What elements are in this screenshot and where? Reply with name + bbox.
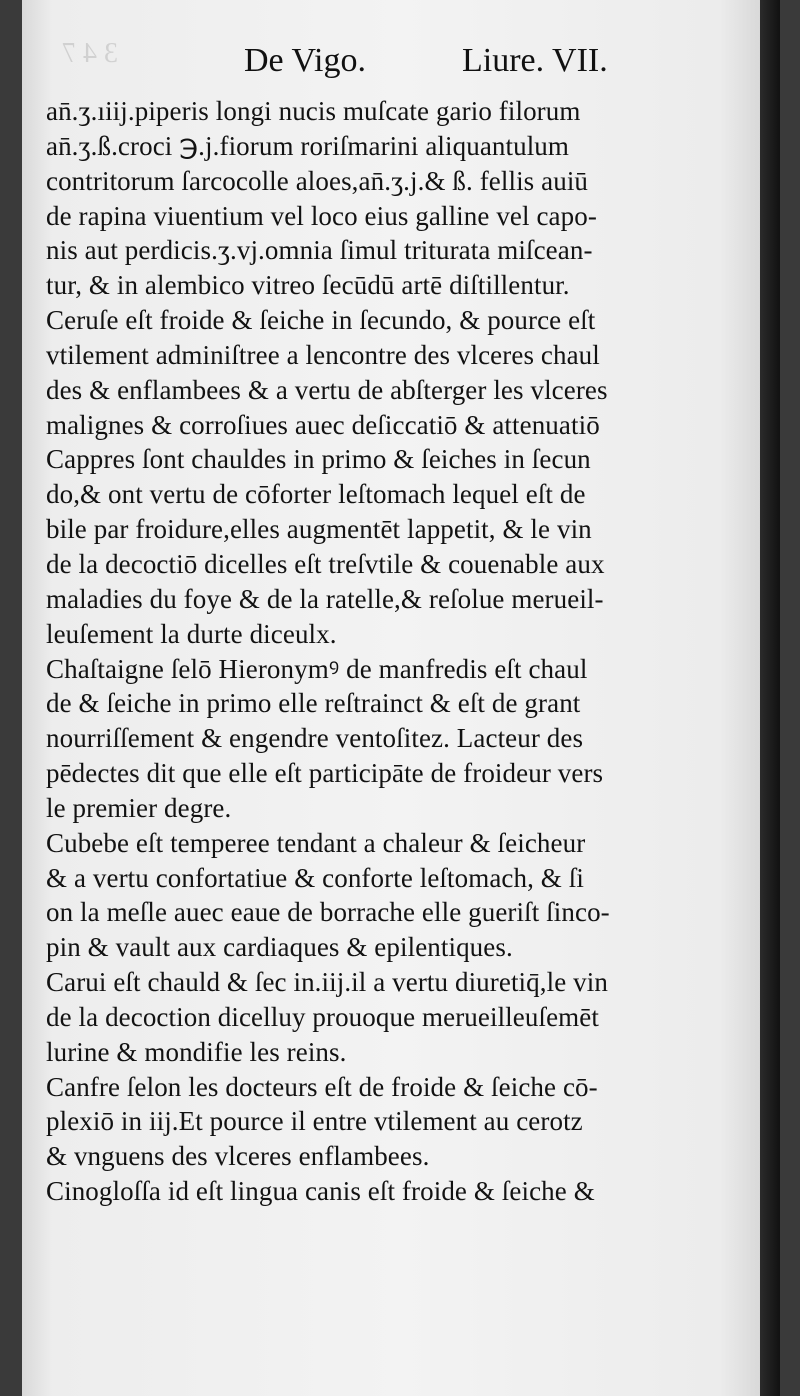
text-line: de & ſeiche in primo elle reſtrainct & eſt de grant	[46, 688, 581, 719]
text-line: & a vertu confortatiue & conforte leſtomach, & ſi	[46, 862, 584, 893]
text-line: Cinogloſſa id eſt lingua canis eſt froide & ſeiche &	[46, 1176, 595, 1207]
text-line: Cubebe eſt temperee tendant a chaleur & ſeicheur	[46, 827, 586, 858]
text-line: lurine & mondifie les reins.	[46, 1036, 347, 1067]
text-line: Canfre ſelon les docteurs eſt de froide & ſeiche cō-	[46, 1071, 598, 1102]
text-line: Ceruſe eſt froide & ſeiche in ſecundo, & pource eſt	[46, 305, 596, 336]
text-line: nourriſſement & engendre ventoſitez. Lacteur des	[46, 723, 584, 754]
text-block	[46, 94, 752, 1209]
text-line: an̄.ʒ.ß.croci ℈.j.fiorum roriſmarini aliquantulum	[46, 130, 570, 161]
book-spine	[760, 0, 780, 1396]
text-line: maladies du foye & de la ratelle,& reſolue merueil-	[46, 583, 604, 614]
text-line: malignes & corroſiues auec deſiccatiō & attenuatiō	[46, 409, 600, 440]
text-line: pin & vault aux cardiaques & epilentiques.	[46, 932, 513, 963]
book-number: Liure. VII.	[462, 42, 608, 79]
text-line: bile par froidure,elles augmentēt lappetit, & le vin	[46, 514, 592, 545]
text-line: tur, & in alembico vitreo ſecūdū artē diſtillentur.	[46, 270, 570, 301]
text-line: le premier degre.	[46, 792, 232, 823]
text-line: leuſement la durte diceulx.	[46, 618, 337, 649]
text-line: de la decoction dicelluy prouoque merueilleuſemēt	[46, 1001, 599, 1032]
text-line: contritorum ſarcocolle aloes,an̄.ʒ.j.& ß. fellis auiū	[46, 165, 589, 196]
bleed-through-text: 3 4 7	[62, 38, 118, 69]
text-line: nis aut perdicis.ʒ.vj.omnia ſimul triturata miſcean-	[46, 235, 593, 266]
text-line: pēdectes dit que elle eſt participāte de froideur vers	[46, 758, 604, 789]
text-line: plexiō in iij.Et pource il entre vtilement au cerotz	[46, 1106, 583, 1137]
text-line: vtilement adminiſtree a lencontre des vlceres chaul	[46, 339, 600, 370]
text-line: & vnguens des vlceres enflambees.	[46, 1141, 430, 1172]
text-line: an̄.ʒ.ıiij.piperis longi nucis muſcate gario filorum	[46, 96, 581, 126]
book-page	[22, 0, 780, 1396]
text-line: on la meſle auec eaue de borrache elle gueriſt ſinco-	[46, 897, 610, 928]
text-line: Cappres ſont chauldes in primo & ſeiches in ſecun	[46, 444, 591, 475]
text-line: do,& ont vertu de cōforter leſtomach lequel eſt de	[46, 479, 586, 510]
running-title: De Vigo.	[244, 42, 366, 79]
text-line: de rapina viuentium vel loco eius galline vel capo-	[46, 200, 597, 231]
text-line: Chaſtaigne ſelō Hieronymꝰ de manfredis eſt chaul	[46, 653, 588, 684]
text-line: de la decoctiō dicelles eſt treſvtile & couenable aux	[46, 548, 605, 579]
text-line: Carui eſt chauld & ſec in.iij.il a vertu diuretiq̄,le vin	[46, 967, 608, 998]
text-line: des & enflambees & a vertu de abſterger les vlceres	[46, 374, 608, 405]
running-header	[22, 42, 780, 82]
